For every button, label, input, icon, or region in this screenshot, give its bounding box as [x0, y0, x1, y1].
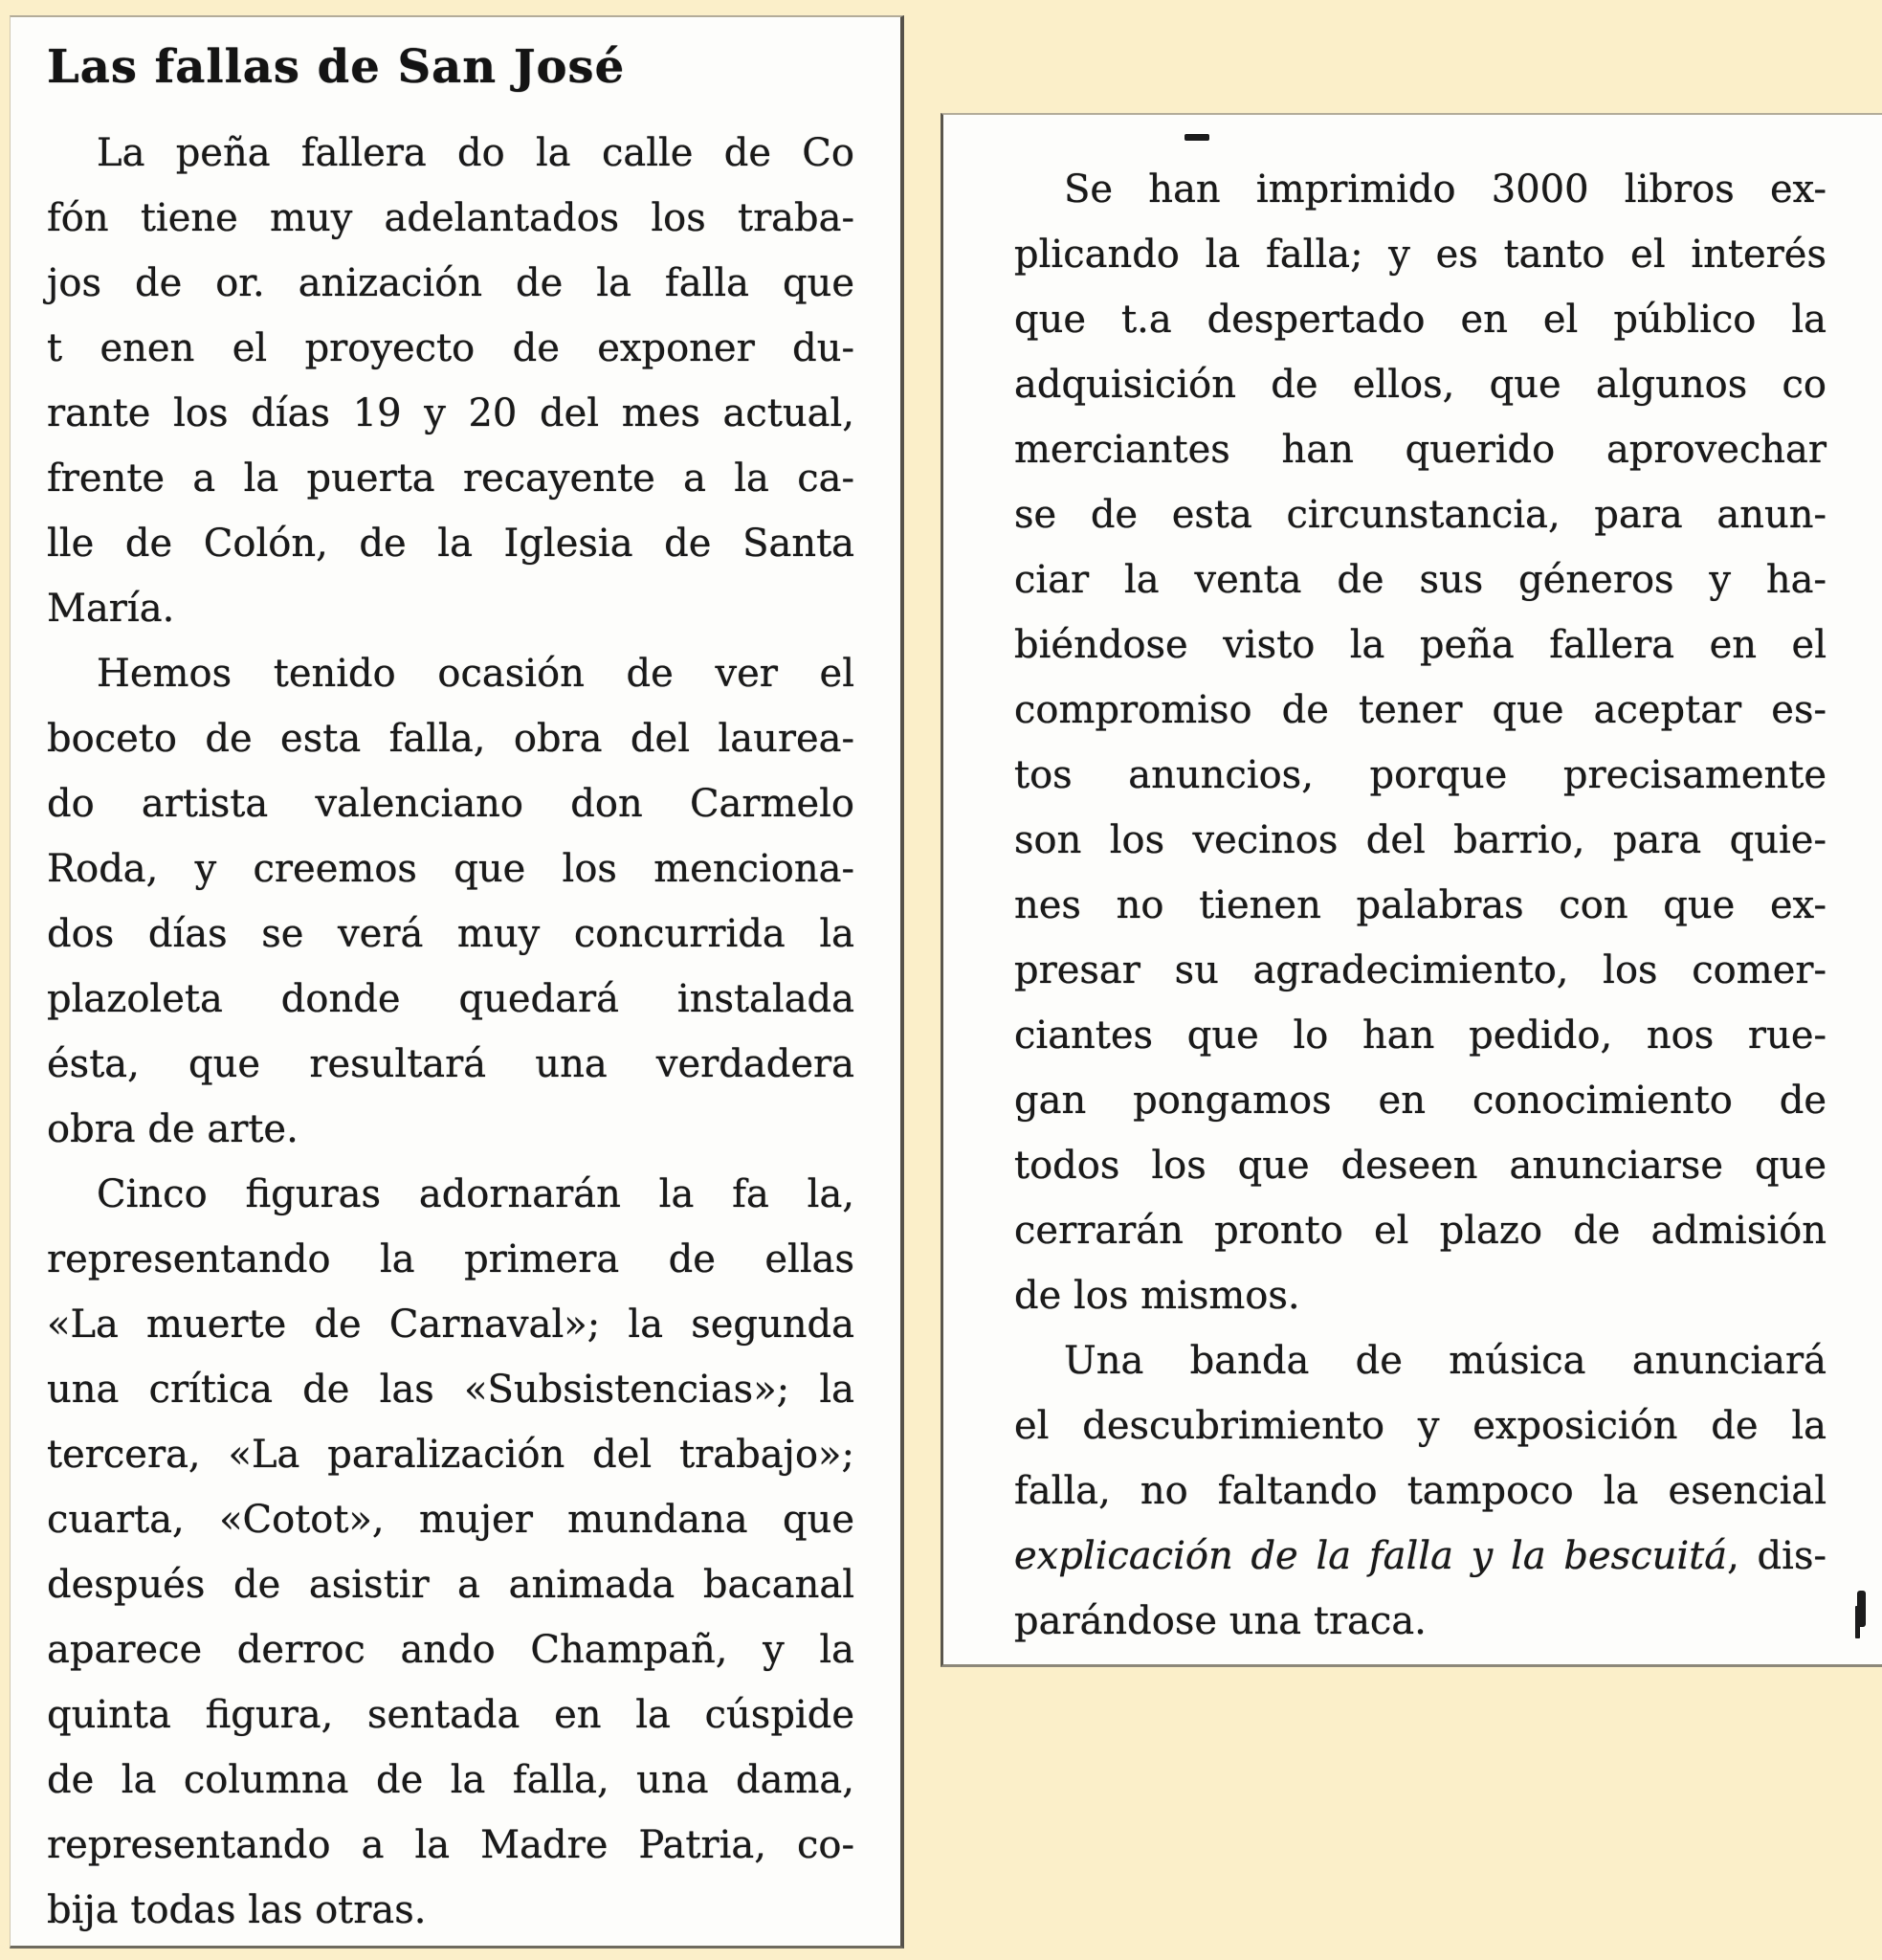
text-line: el descubrimiento y exposición de la [1014, 1404, 1827, 1448]
text-line: tercera, «La paralización del trabajo»; [47, 1433, 854, 1477]
text-line: fón tiene muy adelantados los traba- [47, 196, 854, 240]
text-line: cuarta, «Cotot», mujer mundana que [47, 1498, 854, 1542]
text-line: nes no tienen palabras con que ex- [1014, 883, 1827, 927]
text-line: merciantes han querido aprovechar [1014, 428, 1827, 472]
paragraph [1014, 1328, 1827, 1654]
paragraph [47, 121, 854, 641]
stray-ink-dash-mark [1185, 134, 1209, 141]
text-line: bija todas las otras. [47, 1888, 427, 1932]
text-line: do artista valenciano don Carmelo [47, 782, 854, 826]
text-line: una crítica de las «Subsistencias»; la [47, 1368, 854, 1412]
paragraph [47, 1162, 854, 1943]
left-column-text [47, 121, 854, 1943]
text-line: t enen el proyecto de exponer du- [47, 326, 854, 370]
paragraph [1014, 157, 1827, 1328]
text-line: compromiso de tener que aceptar es- [1014, 688, 1827, 732]
paragraph [47, 641, 854, 1162]
text-line: Hemos tenido ocasión de ver el [97, 652, 854, 696]
text-line: María. [47, 587, 175, 631]
text-line: explicación de la falla y la bescuitá, dis- [1014, 1534, 1827, 1578]
text-line: después de asistir a animada bacanal [47, 1563, 854, 1607]
text-line: parándose una traca. [1014, 1599, 1427, 1643]
text-line: son los vecinos del barrio, para quie- [1014, 818, 1827, 862]
text-line: lle de Colón, de la Iglesia de Santa [47, 522, 854, 566]
text-line: que t.a despertado en el público la [1014, 298, 1827, 342]
text-line: rante los días 19 y 20 del mes actual, [47, 391, 854, 435]
text-line: «La muerte de Carnaval»; la segunda [47, 1303, 854, 1347]
text-line: falla, no faltando tampoco la esencial [1014, 1469, 1827, 1513]
text-line: gan pongamos en conocimiento de [1014, 1079, 1827, 1123]
text-line: boceto de esta falla, obra del laurea- [47, 717, 854, 761]
text-line: ésta, que resultará una verdadera [47, 1042, 854, 1086]
text-line: Una banda de música anunciará [1064, 1339, 1827, 1383]
text-line: obra de arte. [47, 1107, 299, 1151]
text-line: representando a la Madre Patria, co- [47, 1823, 854, 1867]
text-line: dos días se verá muy concurrida la [47, 912, 854, 956]
text-line: Cinco figuras adornarán la fa la, [97, 1172, 854, 1216]
text-line: de la columna de la falla, una dama, [47, 1758, 854, 1802]
text-line: de los mismos. [1014, 1274, 1300, 1318]
text-line: representando la primera de ellas [47, 1237, 854, 1281]
text-line: jos de or. anización de la falla que [47, 261, 854, 305]
text-line: presar su agradecimiento, los comer- [1014, 948, 1827, 992]
text-line: frente a la puerta recayente a la ca- [47, 457, 854, 501]
text-line: ciar la venta de sus géneros y ha- [1014, 558, 1827, 602]
text-line: Roda, y creemos que los menciona- [47, 847, 854, 891]
stray-ink-tick-mark [1857, 1591, 1866, 1627]
text-line: La peña fallera do la calle de Co [97, 131, 854, 175]
text-line: biéndose visto la peña fallera en el [1014, 623, 1827, 667]
text-line: aparece derroc ando Champañ, y la [47, 1628, 854, 1672]
text-line: plicando la falla; y es tanto el interés [1014, 233, 1827, 277]
text-line: Se han imprimido 3000 libros ex- [1064, 167, 1827, 212]
text-line: adquisición de ellos, que algunos co [1014, 363, 1827, 407]
text-line: plazoleta donde quedará instalada [47, 977, 854, 1021]
right-newspaper-clipping [941, 113, 1882, 1667]
right-column-text [1014, 157, 1827, 1654]
text-line: cerrarán pronto el plazo de admisión [1014, 1209, 1827, 1253]
left-newspaper-clipping [10, 15, 904, 1949]
article-title: Las fallas de San José [47, 40, 626, 94]
text-line: quinta figura, sentada en la cúspide [47, 1693, 854, 1737]
text-line: se de esta circunstancia, para anun- [1014, 493, 1827, 537]
text-line: ciantes que lo han pedido, nos rue- [1014, 1013, 1827, 1058]
text-line: tos anuncios, porque precisamente [1014, 753, 1827, 797]
text-line: todos los que deseen anunciarse que [1014, 1144, 1827, 1188]
